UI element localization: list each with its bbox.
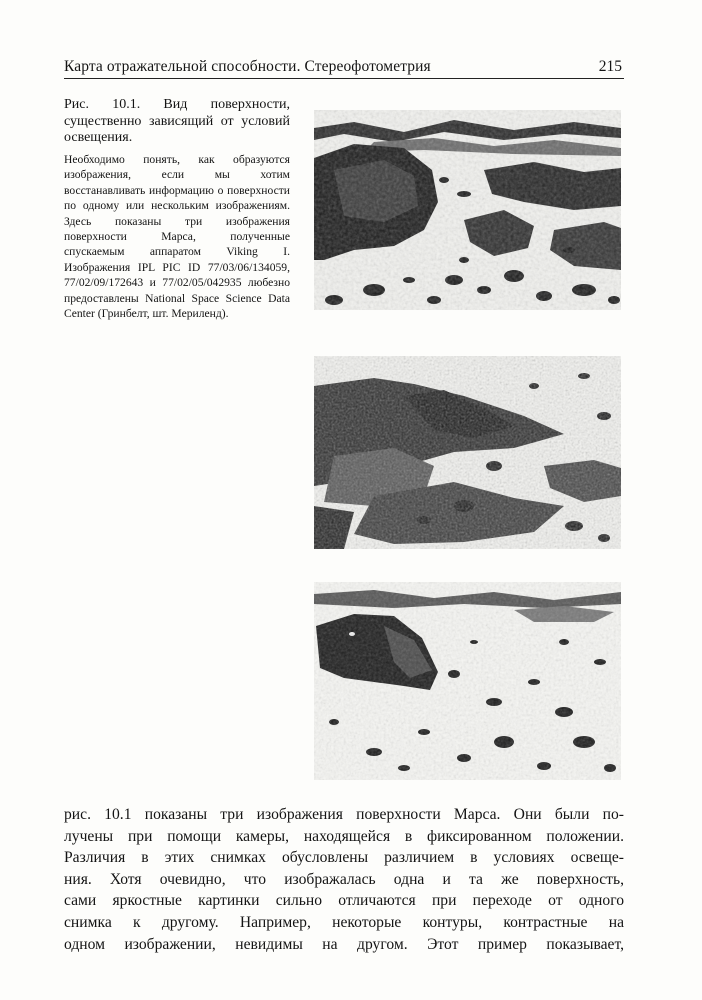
figure-description: Необходимо понять, как образуются изображения, если мы хотим восстанавливать информацию о поверхности по одному или нескольким изображениям. Здесь показаны три изображения поверхности Марса, полученные спускаемым аппаратом Viking I. Изображения IPL PIC ID 77/03/06/134059, 77/02/09/172643 и 77/02/05/042935 любезно предоставлены National Space Science Data Center (Гринбелт, шт. Мериленд). (64, 153, 290, 321)
body-line: рис. 10.1 показаны три изображения поверхности Марса. Они были по- (64, 806, 624, 823)
mars-photo-1 (314, 110, 621, 310)
body-line: ния. Хотя очевидно, что изображалась одна и та же поверхность, (64, 870, 624, 888)
running-title: Карта отражательной способности. Стереофотометрия (64, 58, 431, 75)
figure-caption: Рис. 10.1. Вид поверхности, существенно зависящий от условий освещения. (64, 97, 290, 145)
body-line: лучены при помощи камеры, находящейся в фиксированном положении. (64, 827, 624, 845)
running-header (64, 56, 624, 79)
mars-photo-2 (314, 356, 621, 549)
mars-photo-3 (314, 582, 621, 780)
body-line: одном изображении, невидимы на другом. Этот пример показывает, (64, 935, 624, 953)
body-line: снимка к другому. Например, некоторые контуры, контрастные на (64, 913, 624, 931)
body-line: сами яркостные картинки сильно отличаются при переходе от одного (64, 892, 624, 910)
page-number: 215 (598, 58, 622, 75)
body-paragraph (64, 804, 624, 955)
body-line: Различия в этих снимках обусловлены различием в условиях освеще- (64, 849, 624, 867)
